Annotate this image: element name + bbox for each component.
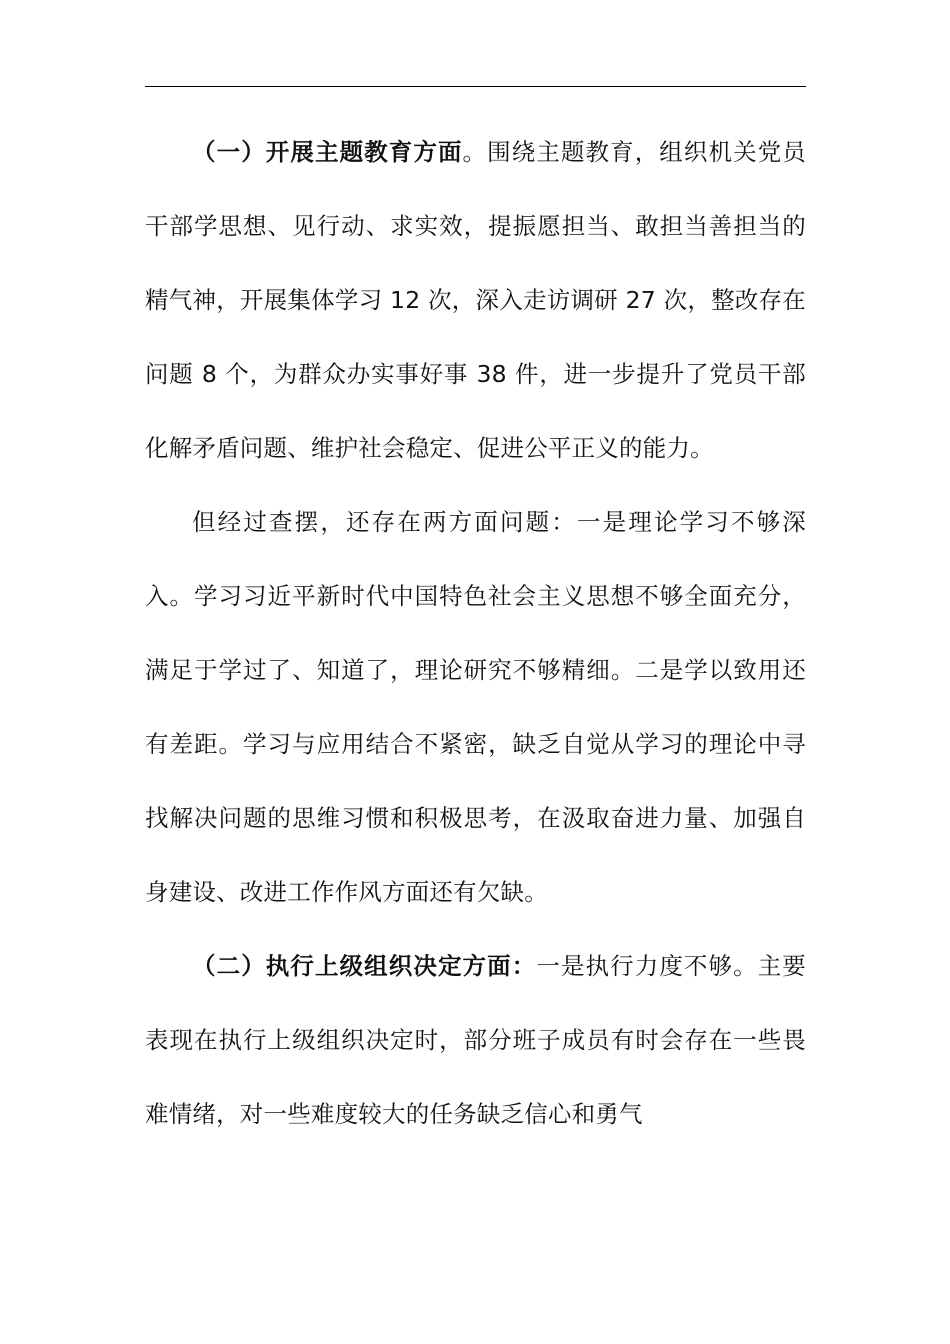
paragraph-problems bbox=[145, 485, 806, 929]
section-heading-2: （二）执行上级组织决定方面： bbox=[192, 952, 537, 980]
header-rule bbox=[145, 86, 806, 87]
document-body bbox=[145, 115, 806, 1151]
section-heading-1: （一）开展主题教育方面 bbox=[192, 138, 463, 166]
paragraph-text-3: 一是执行力度不够。主要表现在执行上级组织决定时，部分班子成员有时会存在一些畏难情绪，对一些难度较大的任务缺乏信心和勇气 bbox=[145, 952, 806, 1128]
paragraph-text-1: 。围绕主题教育，组织机关党员干部学思想、见行动、求实效，提振愿担当、敢担当善担当的精气神，开展集体学习 12 次，深入走访调研 27 次，整改存在问题 8 个，为群众办实事好事 38 件，进一步提升了党员干部化解矛盾问题、维护社会稳定、促进公平正义的能力。 bbox=[145, 138, 806, 462]
paragraph-text-2: 但经过查摆，还存在两方面问题：一是理论学习不够深入。学习习近平新时代中国特色社会主义思想不够全面充分，满足于学过了、知道了，理论研究不够精细。二是学以致用还有差距。学习与应用结合不紧密，缺乏自觉从学习的理论中寻找解决问题的思维习惯和积极思考，在汲取奋进力量、加强自身建设、改进工作作风方面还有欠缺。 bbox=[145, 508, 806, 906]
paragraph-execution bbox=[145, 929, 806, 1151]
paragraph-theme-education bbox=[145, 115, 806, 485]
